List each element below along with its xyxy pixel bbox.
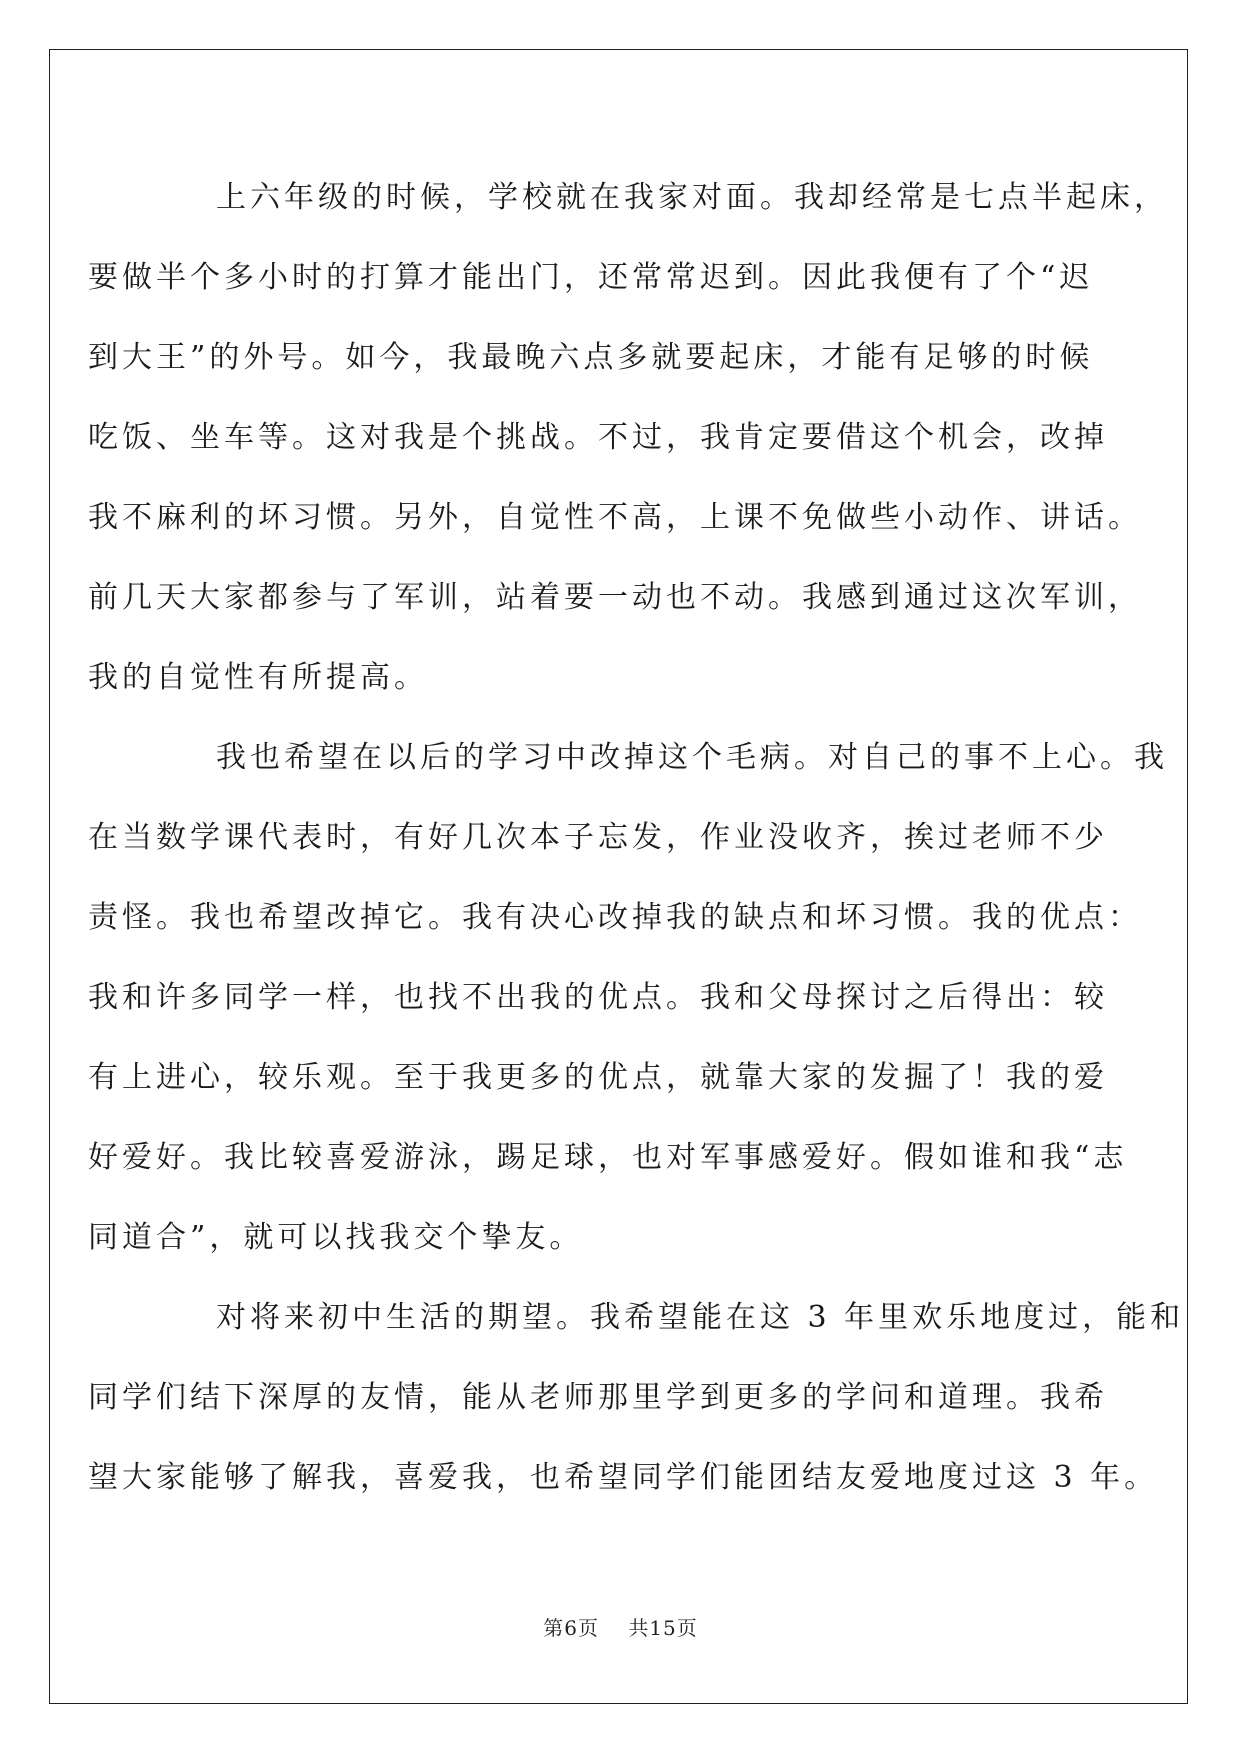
text-line: 望大家能够了解我，喜爱我，也希望同学们能团结友爱地度过这 3 年。 (88, 1460, 1159, 1495)
text-line: 吃饭、坐车等。这对我是个挑战。不过，我肯定要借这个机会，改掉 (88, 420, 1108, 455)
text-line: 有上进心，较乐观。至于我更多的优点，就靠大家的发掘了！我的爱 (88, 1060, 1108, 1095)
paragraph-3 (88, 1278, 1185, 1518)
text-line: 我的自觉性有所提高。 (88, 660, 428, 695)
paragraph-1 (88, 158, 1168, 718)
text-line: 我也希望在以后的学习中改掉这个毛病。对自己的事不上心。我 (216, 740, 1168, 775)
text-line: 要做半个多小时的打算才能出门，还常常迟到。因此我便有了个“迟 (88, 260, 1094, 295)
text-line: 同学们结下深厚的友情，能从老师那里学到更多的学问和道理。我希 (88, 1380, 1108, 1415)
text-line: 对将来初中生活的期望。我希望能在这 3 年里欢乐地度过，能和 (216, 1300, 1185, 1335)
text-line: 同道合”，就可以找我交个挚友。 (88, 1220, 584, 1255)
document-body (88, 158, 1185, 1518)
total-pages: 共15页 (628, 1616, 698, 1640)
page-number: 第6页 (543, 1616, 599, 1640)
text-line: 前几天大家都参与了军训，站着要一动也不动。我感到通过这次军训， (88, 580, 1142, 615)
text-line: 上六年级的时候，学校就在我家对面。我却经常是七点半起床， (216, 180, 1168, 215)
page-footer (0, 1612, 1241, 1641)
text-line: 到大王”的外号。如今，我最晚六点多就要起床，才能有足够的时候 (88, 340, 1094, 375)
text-line: 我不麻利的坏习惯。另外，自觉性不高，上课不免做些小动作、讲话。 (88, 500, 1142, 535)
paragraph-2 (88, 718, 1168, 1278)
text-line: 好爱好。我比较喜爱游泳，踢足球，也对军事感爱好。假如谁和我“志 (88, 1140, 1128, 1175)
text-line: 我和许多同学一样，也找不出我的优点。我和父母探讨之后得出：较 (88, 980, 1108, 1015)
text-line: 责怪。我也希望改掉它。我有决心改掉我的缺点和坏习惯。我的优点： (88, 900, 1142, 935)
text-line: 在当数学课代表时，有好几次本子忘发，作业没收齐，挨过老师不少 (88, 820, 1108, 855)
